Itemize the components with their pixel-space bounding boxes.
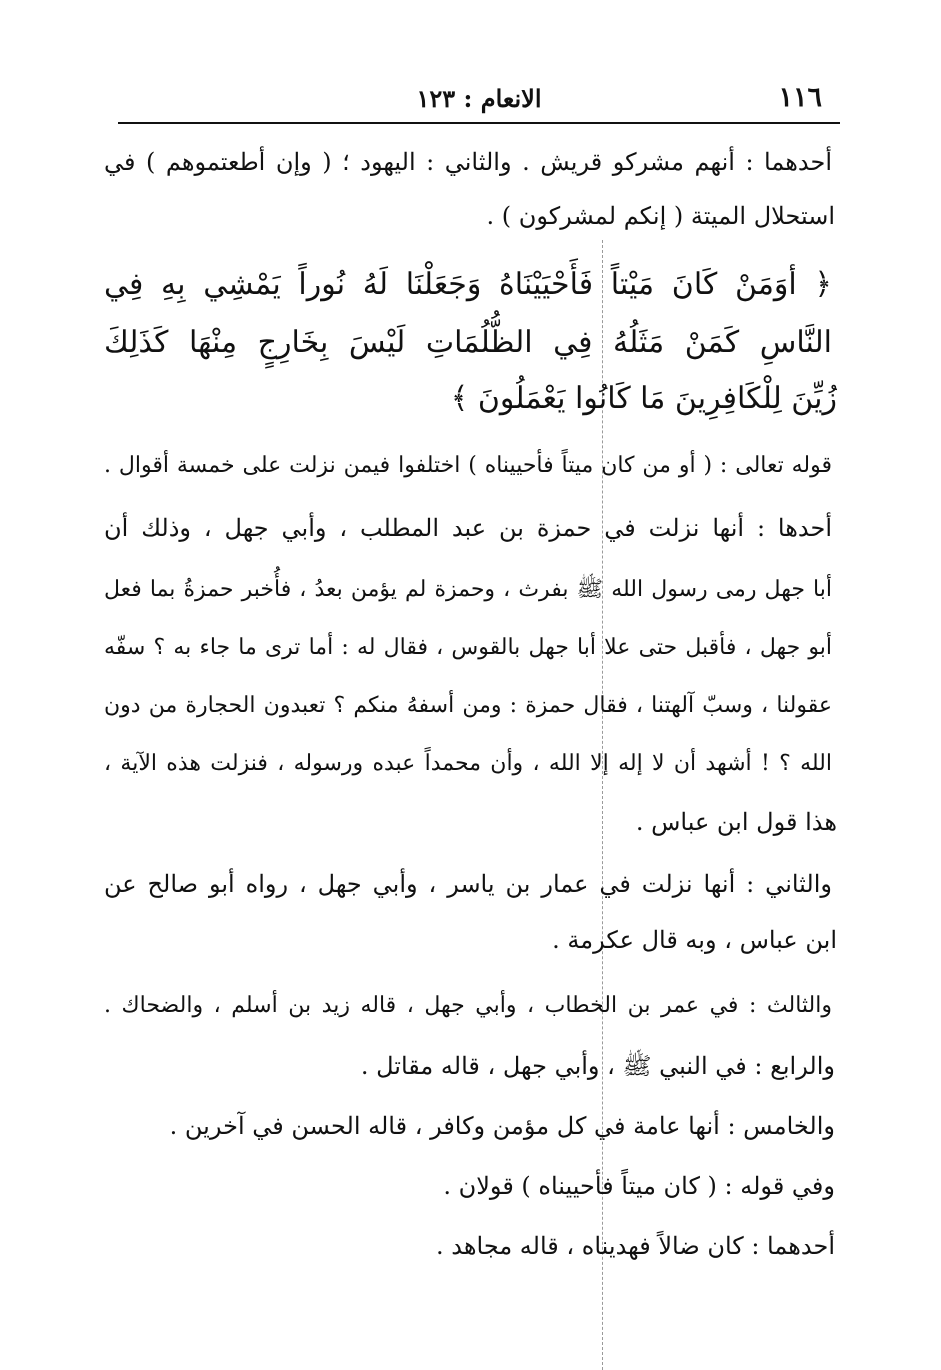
text-line: أحدها : أنها نزلت في حمزة بن عبد المطلب ، وأبي جهل ، وذلك أن (104, 514, 832, 542)
page-number: ١١٦ (778, 82, 822, 113)
header-rule (118, 122, 840, 124)
text-line: أبا جهل رمى رسول الله ﷺ بفرث ، وحمزة لم يؤمن بعدُ ، فأُخبر حمزةُ بما فعل (104, 577, 832, 602)
text-line: والرابع : في النبي ﷺ ، وأبي جهل ، قاله مقاتل . (360, 1052, 835, 1080)
quran-verse-line: ﴿ أوَمَنْ كَانَ مَيْتاً فَأَحْيَيْنَاهُ وَجَعَلْنَا لَهُ نُوراً يَمْشِي بِهِ فِي (104, 267, 832, 302)
quran-verse-line: النَّاسِ كَمَنْ مَثَلُهُ فِي الظُّلُمَاتِ لَيْسَ بِخَارِجٍ مِنْهَا كَذَلِكَ (104, 325, 832, 360)
text-line: الله ؟ ! أشهد أن لا إله إلا الله ، وأن محمداً عبده ورسوله ، فنزلت هذه الآية ، (104, 751, 832, 776)
text-line: والثاني : أنها نزلت في عمار بن ياسر ، وأبي جهل ، رواه أبو صالح عن (104, 870, 832, 898)
text-line: والثالث : في عمر بن الخطاب ، وأبي جهل ، قاله زيد بن أسلم ، والضحاك . (104, 993, 832, 1018)
text-line: استحلال الميتة ( إنكم لمشركون ) . (486, 202, 835, 230)
text-line: قوله تعالى : ( أو من كان ميتاً فأحييناه ) اختلفوا فيمن نزلت على خمسة أقوال . (104, 453, 832, 478)
text-line: ابن عباس ، وبه قال عكرمة . (552, 926, 837, 954)
text-line: والخامس : أنها عامة في كل مؤمن وكافر ، قاله الحسن في آخرين . (169, 1112, 835, 1140)
page-header (118, 76, 840, 116)
quran-verse-line: زُيِّنَ لِلْكَافِرِينَ مَا كَانُوا يَعْمَلُونَ ﴾ (450, 381, 837, 416)
text-line: هذا قول ابن عباس . (635, 808, 837, 836)
text-line: عقولنا ، وسبّ آلهتنا ، فقال حمزة : ومن أسفهُ منكم ؟ تعبدون الحجارة من دون (104, 693, 832, 718)
text-line: أحدهما : أنهم مشركو قريش . والثاني : اليهود ؛ ( وإن أطعتموهم ) في (104, 148, 832, 176)
text-line: أحدهما : كان ضالاً فهديناه ، قاله مجاهد . (436, 1232, 835, 1260)
text-line: وفي قوله : ( كان ميتاً فأحييناه ) قولان . (443, 1172, 835, 1200)
text-line: أبو جهل ، فأقبل حتى علا أبا جهل بالقوس ، فقال له : أما ترى ما جاء به ؟ سفّه (104, 635, 832, 660)
running-head: الانعام : ١٢٣ (416, 84, 542, 113)
